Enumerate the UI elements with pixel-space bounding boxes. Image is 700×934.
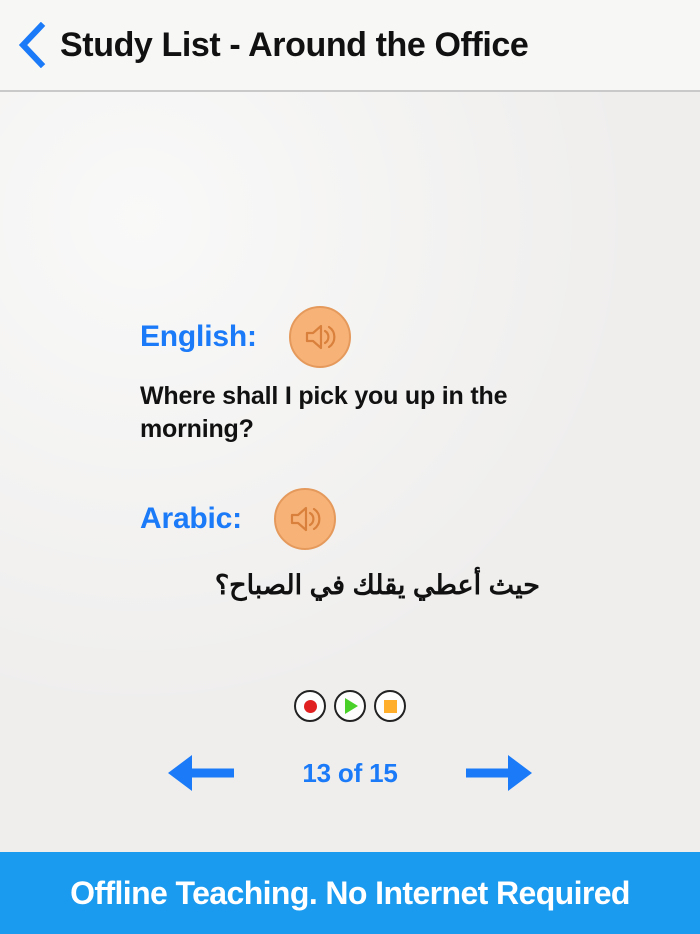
arrow-right-icon bbox=[462, 747, 534, 799]
footer-text: Offline Teaching. No Internet Required bbox=[70, 874, 630, 911]
pager bbox=[0, 742, 700, 804]
stop-icon bbox=[384, 700, 397, 713]
chevron-left-icon bbox=[17, 22, 47, 68]
english-header-row bbox=[140, 306, 540, 368]
previous-button[interactable] bbox=[165, 742, 239, 804]
english-phrase: Where shall I pick you up in the morning? bbox=[140, 382, 508, 443]
english-speaker-button[interactable] bbox=[289, 306, 351, 368]
play-button[interactable] bbox=[334, 690, 366, 722]
next-button[interactable] bbox=[461, 742, 535, 804]
record-button[interactable] bbox=[294, 690, 326, 722]
record-icon bbox=[304, 700, 317, 713]
arrow-left-icon bbox=[166, 747, 238, 799]
header-bar bbox=[0, 0, 700, 92]
page-counter: 13 of 15 bbox=[302, 757, 398, 788]
play-icon bbox=[345, 698, 358, 714]
english-label: English: bbox=[140, 320, 257, 353]
recorder-controls bbox=[0, 690, 700, 722]
english-block bbox=[140, 306, 540, 446]
stop-button[interactable] bbox=[374, 690, 406, 722]
arabic-block bbox=[140, 488, 540, 604]
arabic-header-row bbox=[140, 488, 540, 550]
footer-banner bbox=[0, 852, 700, 934]
arabic-phrase: حيث أعطي يقلك في الصباح؟ bbox=[214, 570, 540, 600]
page-title: Study List - Around the Office bbox=[60, 25, 529, 64]
back-button[interactable] bbox=[10, 15, 54, 75]
arabic-speaker-button[interactable] bbox=[274, 488, 336, 550]
arabic-label: Arabic: bbox=[140, 502, 242, 535]
speaker-icon bbox=[288, 504, 322, 534]
speaker-icon bbox=[303, 322, 337, 352]
content-area bbox=[0, 92, 700, 934]
